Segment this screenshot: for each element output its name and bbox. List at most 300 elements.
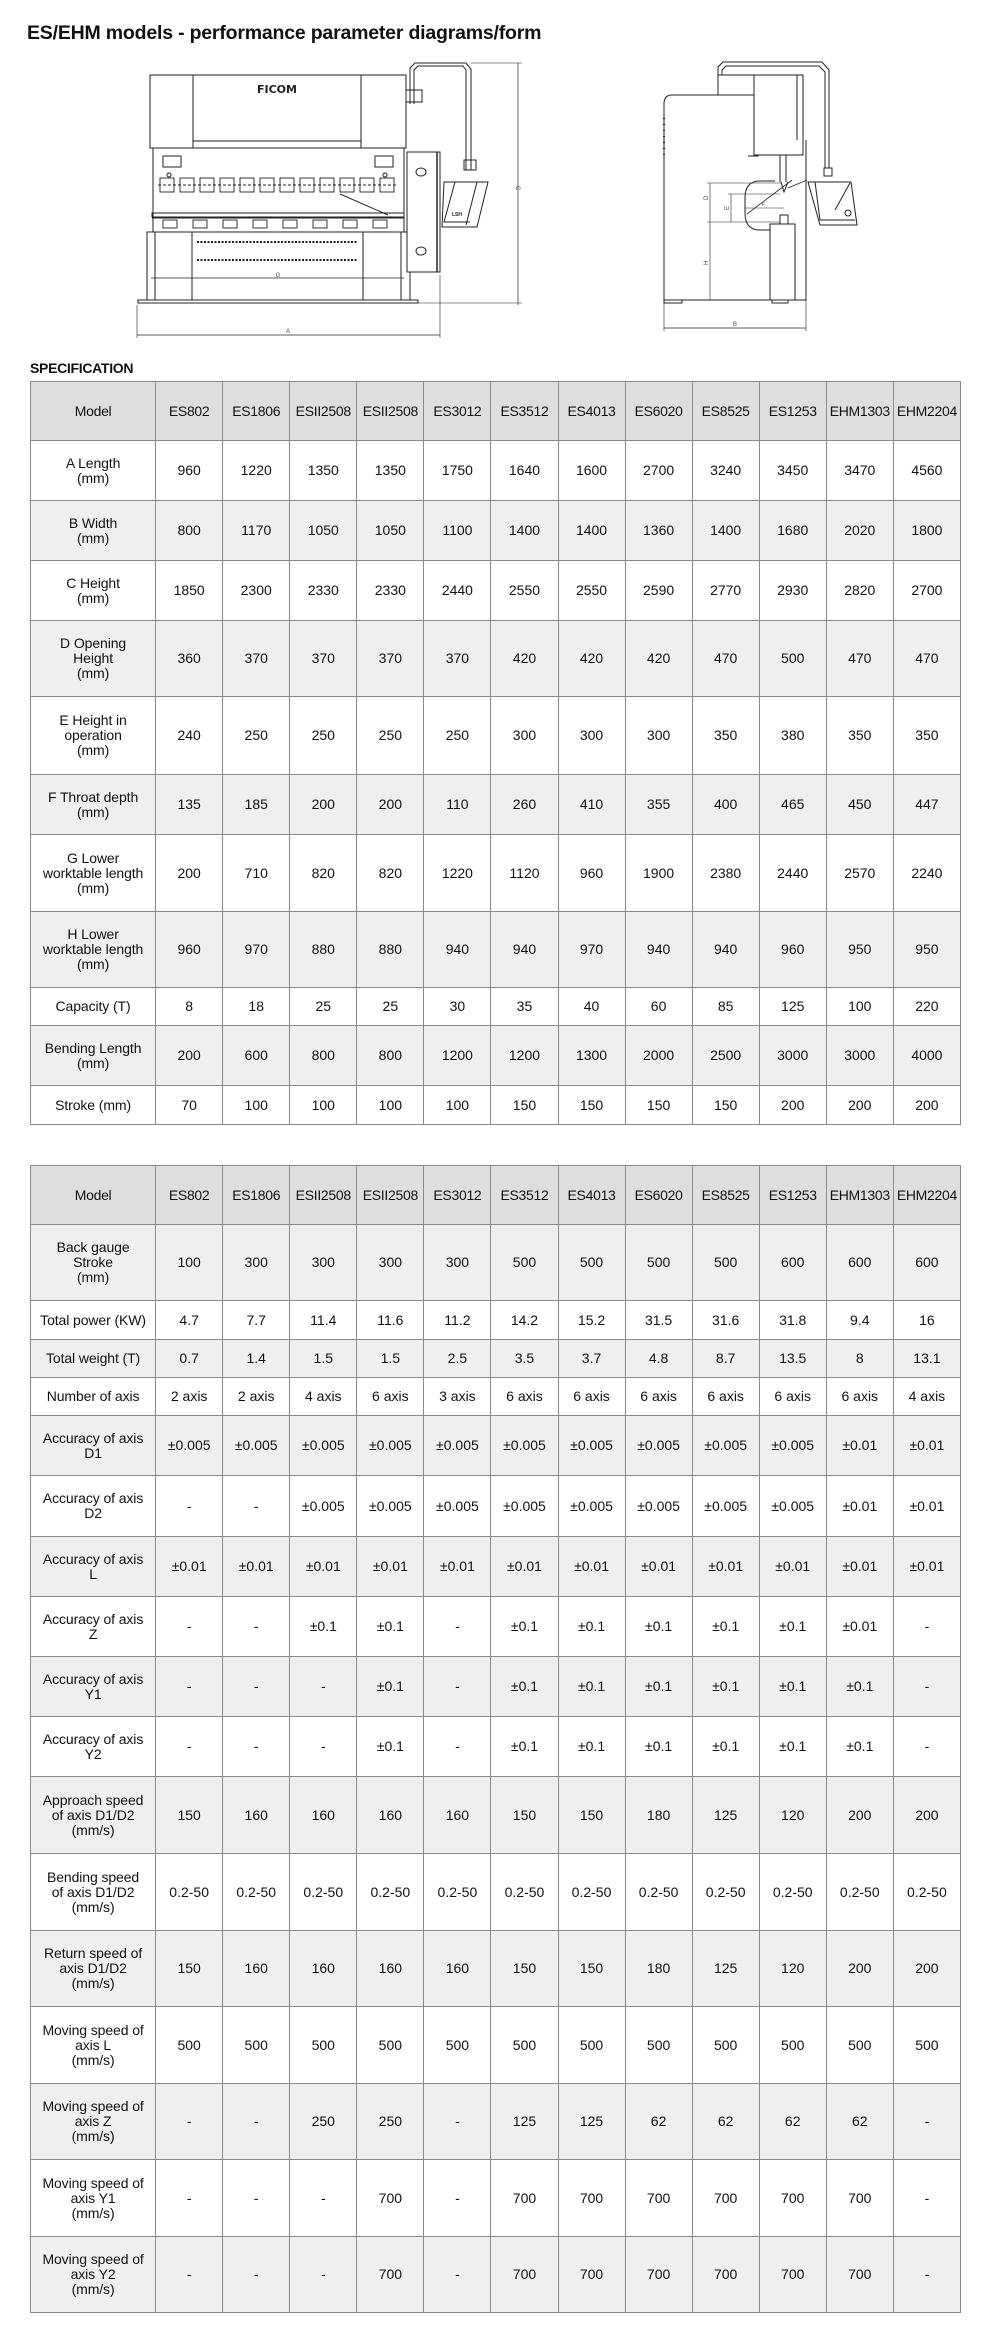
table-cell: 0.2-50 bbox=[558, 1854, 625, 1931]
table-cell: 2300 bbox=[223, 561, 290, 621]
table-cell: 200 bbox=[357, 775, 424, 835]
table-cell: 2330 bbox=[357, 561, 424, 621]
row-label-line: (mm) bbox=[76, 803, 110, 820]
row-label bbox=[31, 1597, 156, 1657]
table-cell: 960 bbox=[558, 835, 625, 912]
table-cell: 70 bbox=[156, 1086, 223, 1125]
column-header-model-name: ES802 bbox=[156, 382, 223, 441]
table-cell: 160 bbox=[424, 1931, 491, 2007]
table-cell: 260 bbox=[491, 775, 558, 835]
table-cell: ±0.1 bbox=[625, 1717, 692, 1777]
row-label bbox=[31, 1777, 156, 1854]
table-cell: 4.8 bbox=[625, 1340, 692, 1378]
table-cell: 1600 bbox=[558, 441, 625, 501]
table-cell: - bbox=[156, 2160, 223, 2237]
dimension-label-d: D bbox=[704, 195, 710, 200]
table-cell: 500 bbox=[759, 2007, 826, 2084]
table-cell: 420 bbox=[625, 621, 692, 697]
table-cell: ±0.1 bbox=[290, 1597, 357, 1657]
table-cell: 220 bbox=[893, 988, 960, 1026]
table-cell: 470 bbox=[893, 621, 960, 697]
table-cell: 960 bbox=[156, 441, 223, 501]
table-cell: 350 bbox=[826, 697, 893, 775]
table-row bbox=[31, 441, 961, 501]
row-label-line: D Opening bbox=[60, 635, 127, 651]
row-label-line: Number of axis bbox=[46, 1388, 140, 1404]
table-cell: 1400 bbox=[491, 501, 558, 561]
table-cell: 940 bbox=[491, 912, 558, 988]
table-cell: 100 bbox=[223, 1086, 290, 1125]
table-cell: 125 bbox=[692, 1931, 759, 2007]
table-cell: 500 bbox=[692, 1225, 759, 1301]
table-row bbox=[31, 621, 961, 697]
table-cell: 8.7 bbox=[692, 1340, 759, 1378]
row-label-line: axis Y1 bbox=[70, 2189, 116, 2206]
table-cell: ±0.005 bbox=[692, 1476, 759, 1537]
column-header-model-name: ES1253 bbox=[759, 382, 826, 441]
table-cell: - bbox=[156, 1597, 223, 1657]
table-row bbox=[31, 1597, 961, 1657]
column-header-model-name: ESII2508 bbox=[357, 1166, 424, 1225]
column-header-model-name: EHM2204 bbox=[893, 1166, 960, 1225]
table-cell: 160 bbox=[357, 1777, 424, 1854]
table-cell: ±0.01 bbox=[759, 1537, 826, 1597]
dimension-label-b: B bbox=[732, 322, 738, 328]
table-cell: 11.6 bbox=[357, 1301, 424, 1340]
table-cell: 700 bbox=[491, 2160, 558, 2237]
table-cell: 35 bbox=[491, 988, 558, 1026]
table-cell: 355 bbox=[625, 775, 692, 835]
row-label bbox=[31, 2084, 156, 2160]
row-label bbox=[31, 621, 156, 697]
table-cell: 30 bbox=[424, 988, 491, 1026]
table-cell: ±0.01 bbox=[826, 1416, 893, 1476]
table-cell: 1200 bbox=[491, 1026, 558, 1086]
column-header-model-name: ES1806 bbox=[223, 1166, 290, 1225]
table-cell: 420 bbox=[558, 621, 625, 697]
column-header-model-name: EHM2204 bbox=[893, 382, 960, 441]
row-label-line: Moving speed of bbox=[42, 2251, 144, 2267]
table-cell: 100 bbox=[424, 1086, 491, 1125]
table-row bbox=[31, 1854, 961, 1931]
table-cell: 185 bbox=[223, 775, 290, 835]
table-cell: ±0.01 bbox=[692, 1537, 759, 1597]
table-cell: 0.2-50 bbox=[491, 1854, 558, 1931]
table-cell: 1400 bbox=[558, 501, 625, 561]
row-label-line: worktable length bbox=[42, 864, 144, 881]
table-cell: 125 bbox=[759, 988, 826, 1026]
table-cell: ±0.01 bbox=[826, 1537, 893, 1597]
row-label bbox=[31, 835, 156, 912]
table-cell: 125 bbox=[491, 2084, 558, 2160]
table-row bbox=[31, 1537, 961, 1597]
table-row bbox=[31, 1301, 961, 1340]
page-title: ES/EHM models - performance parameter diagrams/form bbox=[27, 22, 542, 44]
table-cell: 500 bbox=[491, 2007, 558, 2084]
table-cell: 3000 bbox=[826, 1026, 893, 1086]
row-label-line: Capacity (T) bbox=[55, 998, 131, 1014]
table-cell: 250 bbox=[357, 697, 424, 775]
row-label bbox=[31, 501, 156, 561]
table-cell: 2820 bbox=[826, 561, 893, 621]
table-cell: 1050 bbox=[357, 501, 424, 561]
column-header-model-name: ES802 bbox=[156, 1166, 223, 1225]
table-cell: 4560 bbox=[893, 441, 960, 501]
row-label-line: (mm/s) bbox=[71, 1975, 115, 1991]
table-cell: 880 bbox=[357, 912, 424, 988]
table-cell: ±0.01 bbox=[290, 1537, 357, 1597]
table-cell: 3.7 bbox=[558, 1340, 625, 1378]
table-cell: 0.2-50 bbox=[424, 1854, 491, 1931]
row-label-line: axis D1/D2 bbox=[59, 1960, 127, 1976]
table-cell: ±0.1 bbox=[759, 1657, 826, 1717]
table-cell: 3000 bbox=[759, 1026, 826, 1086]
dimension-label-h: H bbox=[704, 260, 710, 265]
table-cell: 1100 bbox=[424, 501, 491, 561]
table-cell: 820 bbox=[290, 835, 357, 912]
table-cell: ±0.005 bbox=[491, 1416, 558, 1476]
table-cell: 700 bbox=[759, 2160, 826, 2237]
row-label-line: Stroke bbox=[73, 1254, 113, 1270]
table-cell: 470 bbox=[826, 621, 893, 697]
table-cell: 160 bbox=[357, 1931, 424, 2007]
table-cell: ±0.01 bbox=[893, 1537, 960, 1597]
row-label bbox=[31, 1476, 156, 1537]
table-cell: 1170 bbox=[223, 501, 290, 561]
column-header-model-name: ES3512 bbox=[491, 1166, 558, 1225]
table-cell: 700 bbox=[826, 2160, 893, 2237]
table-cell: 1850 bbox=[156, 561, 223, 621]
table-row bbox=[31, 1086, 961, 1125]
table-cell: 200 bbox=[826, 1777, 893, 1854]
table-cell: 1800 bbox=[893, 501, 960, 561]
row-label-line: Back gauge bbox=[56, 1239, 130, 1255]
table-cell: 300 bbox=[558, 697, 625, 775]
table-cell: 100 bbox=[357, 1086, 424, 1125]
table-cell: 700 bbox=[558, 2160, 625, 2237]
row-label bbox=[31, 561, 156, 621]
table-cell: - bbox=[223, 2084, 290, 2160]
row-label-line: Accuracy of axis bbox=[42, 1550, 144, 1567]
table-row bbox=[31, 775, 961, 835]
table-cell: - bbox=[156, 2237, 223, 2313]
table-row bbox=[31, 988, 961, 1026]
table-cell: 500 bbox=[357, 2007, 424, 2084]
table-cell: 31.8 bbox=[759, 1301, 826, 1340]
table-cell: ±0.01 bbox=[156, 1537, 223, 1597]
column-header-model-name: ES6020 bbox=[625, 382, 692, 441]
table-row bbox=[31, 2237, 961, 2313]
table-cell: 150 bbox=[491, 1931, 558, 2007]
table-cell: 1350 bbox=[357, 441, 424, 501]
row-label-line: F Throat depth bbox=[47, 788, 139, 805]
table-cell: - bbox=[893, 2237, 960, 2313]
table-cell: ±0.005 bbox=[290, 1476, 357, 1537]
table-cell: 380 bbox=[759, 697, 826, 775]
table-cell: 500 bbox=[625, 2007, 692, 2084]
table-cell: - bbox=[893, 2084, 960, 2160]
table-cell: ±0.01 bbox=[357, 1537, 424, 1597]
row-label-line: A Length bbox=[65, 454, 121, 471]
table-cell: 6 axis bbox=[558, 1378, 625, 1416]
row-label bbox=[31, 1225, 156, 1301]
table-cell: 150 bbox=[692, 1086, 759, 1125]
table-cell: 125 bbox=[692, 1777, 759, 1854]
row-label-line: axis L bbox=[75, 2036, 112, 2053]
table-cell: 120 bbox=[759, 1931, 826, 2007]
table-cell: 2440 bbox=[759, 835, 826, 912]
table-row bbox=[31, 2084, 961, 2160]
table-cell: 500 bbox=[558, 2007, 625, 2084]
row-label-line: (mm) bbox=[76, 589, 110, 606]
table-row bbox=[31, 697, 961, 775]
table-cell: 100 bbox=[290, 1086, 357, 1125]
table-cell: - bbox=[156, 2084, 223, 2160]
machine-diagrams bbox=[0, 50, 1000, 350]
row-label bbox=[31, 1026, 156, 1086]
table-cell: - bbox=[223, 1597, 290, 1657]
table-cell: 110 bbox=[424, 775, 491, 835]
table-cell: 1.5 bbox=[357, 1340, 424, 1378]
table-cell: 2930 bbox=[759, 561, 826, 621]
table-cell: 250 bbox=[357, 2084, 424, 2160]
table-row bbox=[31, 1717, 961, 1777]
column-header-model-name: ES8525 bbox=[692, 382, 759, 441]
table-cell: ±0.1 bbox=[625, 1657, 692, 1717]
table-cell: 200 bbox=[826, 1931, 893, 2007]
table-cell: 700 bbox=[625, 2160, 692, 2237]
table-cell: 0.2-50 bbox=[759, 1854, 826, 1931]
table-cell: ±0.01 bbox=[625, 1537, 692, 1597]
table-cell: ±0.005 bbox=[156, 1416, 223, 1476]
table-cell: 2570 bbox=[826, 835, 893, 912]
table-cell: 6 axis bbox=[759, 1378, 826, 1416]
row-label-line: (mm/s) bbox=[71, 1898, 115, 1915]
column-header-model-name: ESII2508 bbox=[357, 382, 424, 441]
table-cell: ±0.005 bbox=[223, 1416, 290, 1476]
table-cell: 2590 bbox=[625, 561, 692, 621]
row-label-line: Return speed of bbox=[44, 1945, 143, 1961]
table-cell: 6 axis bbox=[357, 1378, 424, 1416]
table-cell: 4000 bbox=[893, 1026, 960, 1086]
table-cell: ±0.01 bbox=[558, 1537, 625, 1597]
table-cell: 200 bbox=[759, 1086, 826, 1125]
table-cell: ±0.1 bbox=[558, 1717, 625, 1777]
row-label bbox=[31, 2237, 156, 2313]
table-cell: 370 bbox=[223, 621, 290, 697]
row-label-line: Accuracy of axis bbox=[42, 1429, 144, 1446]
table-cell: 6 axis bbox=[692, 1378, 759, 1416]
table-cell: 970 bbox=[223, 912, 290, 988]
table-cell: 1750 bbox=[424, 441, 491, 501]
table-cell: 370 bbox=[290, 621, 357, 697]
table-cell: 2240 bbox=[893, 835, 960, 912]
table-cell: - bbox=[424, 2160, 491, 2237]
table-header-row bbox=[31, 1166, 961, 1225]
table-cell: 1200 bbox=[424, 1026, 491, 1086]
column-header-model: Model bbox=[31, 382, 156, 441]
table-cell: 2380 bbox=[692, 835, 759, 912]
table-cell: 700 bbox=[826, 2237, 893, 2313]
row-label-line: (mm) bbox=[76, 529, 110, 546]
dimension-label-c: C bbox=[514, 186, 520, 191]
row-label bbox=[31, 775, 156, 835]
table-row bbox=[31, 835, 961, 912]
table-cell: 350 bbox=[893, 697, 960, 775]
row-label-line: (mm) bbox=[76, 879, 110, 896]
table-row bbox=[31, 1225, 961, 1301]
row-label bbox=[31, 1657, 156, 1717]
table-cell: 18 bbox=[223, 988, 290, 1026]
table-cell: 180 bbox=[625, 1931, 692, 2007]
table-cell: 2 axis bbox=[223, 1378, 290, 1416]
table-cell: 1360 bbox=[625, 501, 692, 561]
row-label-line: B Width bbox=[68, 514, 118, 531]
table-cell: 16 bbox=[893, 1301, 960, 1340]
table-cell: 700 bbox=[692, 2237, 759, 2313]
table-cell: 2440 bbox=[424, 561, 491, 621]
table-cell: ±0.005 bbox=[357, 1416, 424, 1476]
table-cell: ±0.1 bbox=[491, 1717, 558, 1777]
row-label-line: worktable length bbox=[42, 941, 144, 957]
row-label-line: Moving speed of bbox=[42, 2174, 144, 2191]
table-cell: 300 bbox=[625, 697, 692, 775]
table-cell: ±0.1 bbox=[558, 1597, 625, 1657]
table-cell: 0.2-50 bbox=[290, 1854, 357, 1931]
table-cell: 0.2-50 bbox=[893, 1854, 960, 1931]
table-cell: 1050 bbox=[290, 501, 357, 561]
table-row bbox=[31, 2007, 961, 2084]
table-cell: 360 bbox=[156, 621, 223, 697]
row-label bbox=[31, 1854, 156, 1931]
row-label-line: G Lower bbox=[66, 849, 120, 866]
table-cell: 200 bbox=[156, 835, 223, 912]
table-cell: 2020 bbox=[826, 501, 893, 561]
row-label-line: D2 bbox=[84, 1505, 102, 1521]
table-cell: 250 bbox=[290, 2084, 357, 2160]
specification-table-performance bbox=[30, 1165, 961, 2313]
table-cell: 500 bbox=[156, 2007, 223, 2084]
table-cell: 8 bbox=[156, 988, 223, 1026]
table-cell: 200 bbox=[156, 1026, 223, 1086]
table-cell: 0.2-50 bbox=[357, 1854, 424, 1931]
table-row bbox=[31, 1026, 961, 1086]
table-cell: - bbox=[290, 1657, 357, 1717]
section-label-specification: SPECIFICATION bbox=[30, 360, 134, 376]
table-cell: 4 axis bbox=[893, 1378, 960, 1416]
table-cell: 160 bbox=[424, 1777, 491, 1854]
brand-logo: FICOM bbox=[257, 83, 297, 96]
table-cell: - bbox=[223, 1476, 290, 1537]
table-cell: ±0.005 bbox=[558, 1416, 625, 1476]
dimension-label-g: G bbox=[275, 273, 281, 279]
table-cell: ±0.01 bbox=[424, 1537, 491, 1597]
table-cell: 125 bbox=[558, 2084, 625, 2160]
row-label-line: (mm/s) bbox=[71, 2204, 115, 2221]
table-row bbox=[31, 1657, 961, 1717]
table-cell: 450 bbox=[826, 775, 893, 835]
table-cell: - bbox=[290, 2237, 357, 2313]
table-cell: 100 bbox=[826, 988, 893, 1026]
table-cell: ±0.01 bbox=[893, 1476, 960, 1537]
table-cell: 700 bbox=[625, 2237, 692, 2313]
table-cell: - bbox=[893, 2160, 960, 2237]
table-cell: ±0.1 bbox=[826, 1657, 893, 1717]
table-cell: 25 bbox=[290, 988, 357, 1026]
table-cell: 700 bbox=[357, 2237, 424, 2313]
table-cell: 25 bbox=[357, 988, 424, 1026]
table-cell: ±0.1 bbox=[692, 1657, 759, 1717]
table-cell: 4.7 bbox=[156, 1301, 223, 1340]
table-cell: 150 bbox=[558, 1086, 625, 1125]
table-cell: 1640 bbox=[491, 441, 558, 501]
table-cell: 6 axis bbox=[826, 1378, 893, 1416]
table-cell: - bbox=[424, 2237, 491, 2313]
row-label-line: Bending speed bbox=[47, 1868, 140, 1885]
table-cell: 2500 bbox=[692, 1026, 759, 1086]
table-cell: 700 bbox=[759, 2237, 826, 2313]
table-cell: 160 bbox=[223, 1777, 290, 1854]
row-label-line: D1 bbox=[84, 1444, 102, 1461]
row-label bbox=[31, 1717, 156, 1777]
column-header-model: Model bbox=[31, 1166, 156, 1225]
table-cell: 62 bbox=[759, 2084, 826, 2160]
table-cell: - bbox=[893, 1597, 960, 1657]
table-cell: 800 bbox=[290, 1026, 357, 1086]
table-cell: 300 bbox=[223, 1225, 290, 1301]
table-cell: 940 bbox=[424, 912, 491, 988]
column-header-model-name: ESII2508 bbox=[290, 382, 357, 441]
table-cell: - bbox=[223, 1657, 290, 1717]
table-cell: 62 bbox=[625, 2084, 692, 2160]
row-label bbox=[31, 1537, 156, 1597]
table-cell: 7.7 bbox=[223, 1301, 290, 1340]
table-cell: 1220 bbox=[223, 441, 290, 501]
row-label-line: (mm) bbox=[76, 1054, 110, 1071]
dimension-label-f: F bbox=[762, 202, 766, 208]
table-cell: 300 bbox=[357, 1225, 424, 1301]
table-cell: 800 bbox=[156, 501, 223, 561]
column-header-model-name: ES3012 bbox=[424, 382, 491, 441]
table-cell: 200 bbox=[893, 1777, 960, 1854]
table-cell: - bbox=[424, 1657, 491, 1717]
table-cell: 2550 bbox=[558, 561, 625, 621]
row-label-line: Stroke (mm) bbox=[55, 1096, 132, 1113]
table-cell: 400 bbox=[692, 775, 759, 835]
table-cell: - bbox=[893, 1657, 960, 1717]
table-cell: 820 bbox=[357, 835, 424, 912]
table-cell: 465 bbox=[759, 775, 826, 835]
table-cell: 6 axis bbox=[625, 1378, 692, 1416]
column-header-model-name: ES1806 bbox=[223, 382, 290, 441]
row-label bbox=[31, 1340, 156, 1378]
table-cell: 950 bbox=[826, 912, 893, 988]
row-label-line: (mm/s) bbox=[71, 2281, 115, 2297]
table-cell: ±0.01 bbox=[826, 1476, 893, 1537]
row-label bbox=[31, 697, 156, 775]
table-cell: 600 bbox=[893, 1225, 960, 1301]
table-cell: - bbox=[223, 2160, 290, 2237]
table-cell: 3240 bbox=[692, 441, 759, 501]
table-cell: 1120 bbox=[491, 835, 558, 912]
table-cell: 370 bbox=[424, 621, 491, 697]
table-cell: 500 bbox=[826, 2007, 893, 2084]
table-cell: 4 axis bbox=[290, 1378, 357, 1416]
table-cell: ±0.005 bbox=[625, 1476, 692, 1537]
row-label bbox=[31, 1931, 156, 2007]
table-cell: 13.1 bbox=[893, 1340, 960, 1378]
table-cell: 300 bbox=[491, 697, 558, 775]
